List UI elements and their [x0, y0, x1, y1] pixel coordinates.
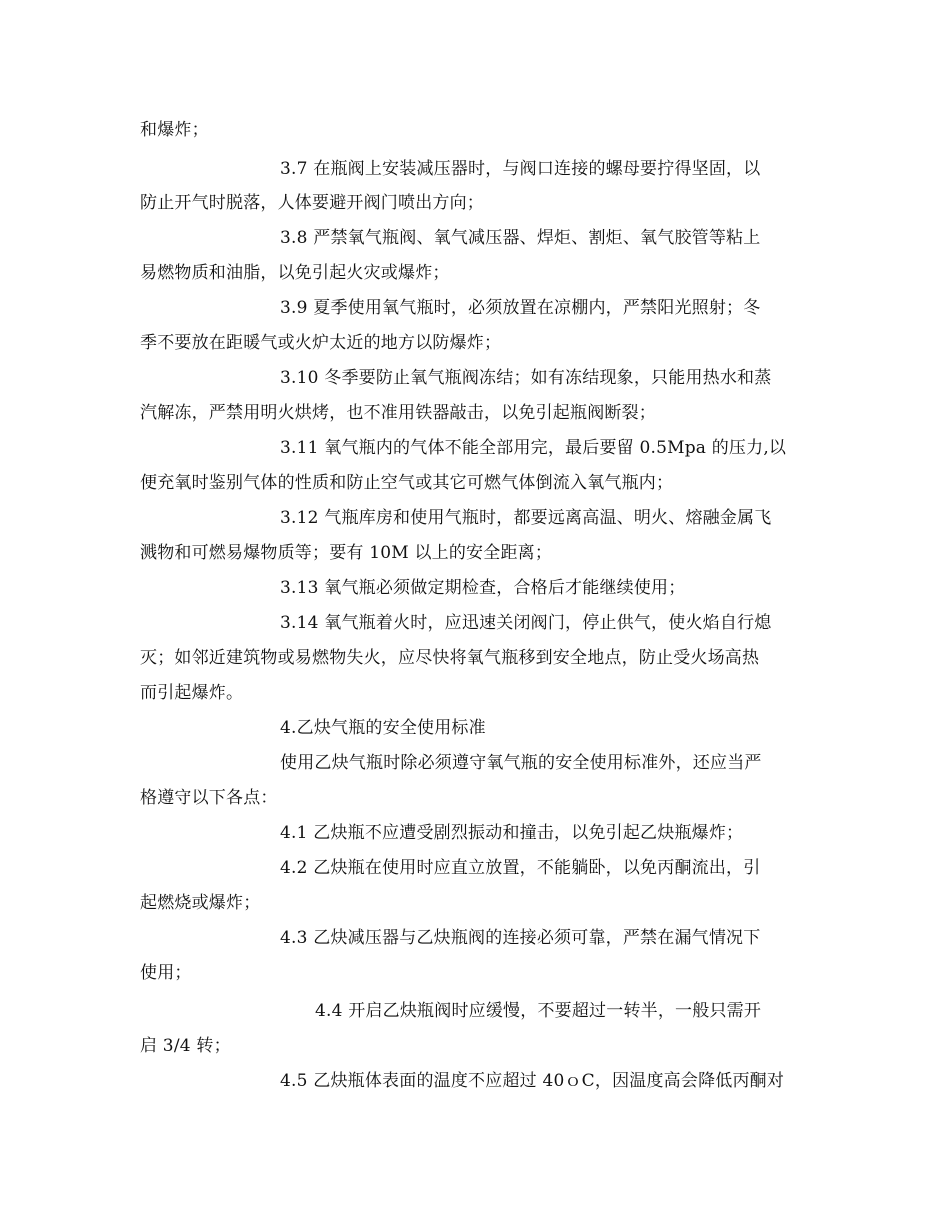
text-line: 和爆炸；	[140, 120, 209, 140]
text-line: 季不要放在距暖气或火炉太近的地方以防爆炸；	[140, 333, 502, 353]
text-line: 3.7 在瓶阀上安装减压器时，与阀口连接的螺母要拧得坚固，以	[280, 159, 761, 179]
text-line: 使用乙炔气瓶时除必须遵守氧气瓶的安全使用标准外，还应当严	[280, 753, 762, 773]
text-line: 而引起爆炸。	[140, 683, 244, 703]
text-line: 格遵守以下各点：	[140, 788, 278, 808]
text-line: 便充氧时鉴别气体的性质和防止空气或其它可燃气体倒流入氧气瓶内；	[140, 473, 674, 493]
text-line: 使用；	[140, 963, 192, 983]
text-line: 防止开气时脱落，人体要避开阀门喷出方向；	[140, 193, 484, 213]
text-line: 溅物和可燃易爆物质等；要有 10M 以上的安全距离；	[140, 543, 553, 563]
text-line: 3.9 夏季使用氧气瓶时，必须放置在凉棚内，严禁阳光照射；冬	[280, 298, 761, 318]
text-line: 4.3 乙炔减压器与乙炔瓶阀的连接必须可靠，严禁在漏气情况下	[280, 928, 761, 948]
text-line: 4.1 乙炔瓶不应遭受剧烈振动和撞击，以免引起乙炔瓶爆炸；	[280, 823, 744, 843]
text-line: 3.8 严禁氧气瓶阀、氧气减压器、焊炬、割炬、氧气胶管等粘上	[280, 228, 761, 248]
text-line: 4.2 乙炔瓶在使用时应直立放置，不能躺卧，以免丙酮流出，引	[280, 858, 761, 878]
text-line: 启 3/4 转；	[140, 1036, 231, 1056]
text-line: 3.14 氧气瓶着火时，应迅速关闭阀门，停止供气，使火焰自行熄	[280, 613, 772, 633]
text-line: 3.10 冬季要防止氧气瓶阀冻结；如有冻结现象，只能用热水和蒸	[280, 368, 772, 388]
text-line: 灭；如邻近建筑物或易燃物失火，应尽快将氧气瓶移到安全地点，防止受火场高热	[140, 648, 760, 668]
text-line: 3.11 氧气瓶内的气体不能全部用完，最后要留 0.5Mpa 的压力,以	[280, 438, 787, 458]
text-line: 4.4 开启乙炔瓶阀时应缓慢，不要超过一转半，一般只需开	[315, 1001, 762, 1021]
text-line: 4.5 乙炔瓶体表面的温度不应超过 40ｏC，因温度高会降低丙酮对	[280, 1071, 785, 1091]
text-line: 易燃物质和油脂，以免引起火灾或爆炸；	[140, 263, 450, 283]
section-heading: 4.乙炔气瓶的安全使用标准	[280, 718, 486, 738]
text-line: 3.12 气瓶库房和使用气瓶时，都要远离高温、明火、熔融金属飞	[280, 508, 772, 528]
text-line: 3.13 氧气瓶必须做定期检查，合格后才能继续使用；	[280, 578, 686, 598]
text-line: 起燃烧或爆炸；	[140, 893, 261, 913]
text-line: 汽解冻，严禁用明火烘烤，也不准用铁器敲击，以免引起瓶阀断裂；	[140, 403, 656, 423]
